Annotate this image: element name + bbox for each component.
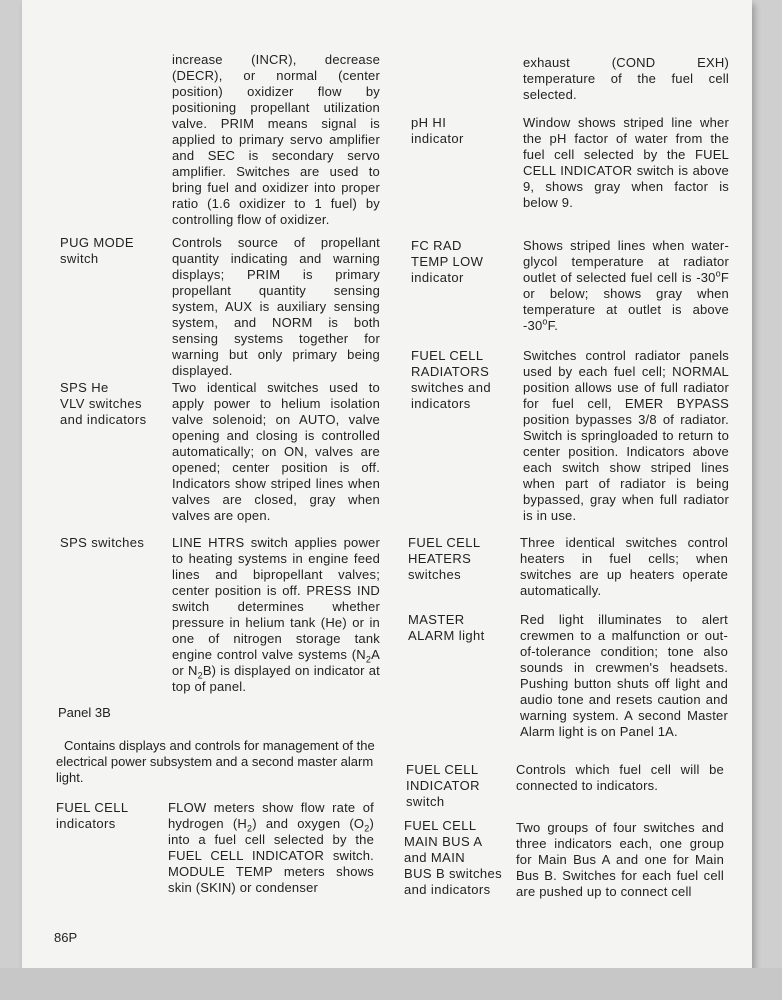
panel-intro: Contains displays and controls for management of the electrical power subsystem and a second master alarm light. — [56, 738, 375, 785]
term-fuel-cell-heaters: FUEL CELL HEATERS switches — [408, 535, 481, 582]
right-continued-description: exhaust (COND EXH) temperature of the fuel cell selected. — [523, 55, 729, 102]
desc-ph-hi-indicator: Window shows striped line wher the pH factor of water from the fuel cell selected by the FUEL CELL INDICATOR switch is above 9, shows gray when factor is below 9. — [523, 115, 729, 210]
desc-fuel-cell-indicators: FLOW meters show flow rate of hydrogen $(H_2)$ and oxygen $(O_2)$ into a fuel cell selected by the FUEL CELL INDICATOR switch. MODULE TEMP meters shows skin (SKIN) or condenser — [168, 800, 374, 895]
page-number: 86P — [54, 930, 78, 945]
document-page — [22, 0, 752, 968]
term-ph-hi-indicator: pH HI indicator — [411, 115, 464, 146]
desc-fuel-cell-main-bus: Two groups of four switches and three indicators each, one group for Main Bus A and one for Main Bus B. Switches for each fuel cell are pushed up to connect cell — [516, 820, 724, 899]
term-sps-he-vlv: SPS He VLV switches and indicators — [60, 380, 147, 427]
panel-heading: Panel 3B — [58, 705, 111, 720]
desc-fuel-cell-radiators: Switches control radiator panels used by each fuel cell; NORMAL position allows use of full radiator for fuel cell, EMER BYPASS position bypasses 3/8 of radiator. Switch is springloaded to return to center position. Indicators above each switch show striped lines when part of radiator is being bypassed, gray when full radiator is in use. — [523, 348, 729, 523]
term-master-alarm-light: MASTER ALARM light — [408, 612, 485, 643]
term-fuel-cell-indicator-switch: FUEL CELL INDICATOR switch — [406, 762, 480, 809]
term-fc-rad-temp-low: FC RAD TEMP LOW indicator — [411, 238, 484, 285]
term-pug-mode-switch: PUG MODE switch — [60, 235, 134, 266]
desc-fc-rad-temp-low: Shows striped lines when water-glycol temperature at radiator outlet of selected fuel cell is -30$^o$F or below; shows gray when temperature at outlet is above -30$^o$F. — [523, 238, 729, 333]
term-fuel-cell-radiators: FUEL CELL RADIATORS switches and indicators — [411, 348, 491, 411]
desc-fuel-cell-indicator-switch: Controls which fuel cell will be connected to indicators. — [516, 762, 724, 793]
left-continued-description: increase (INCR), decrease (DECR), or normal (center position) oxidizer flow by positioning propellant utilization valve. PRIM means signal is applied to primary servo amplifier and SEC is secondary servo amplifier. Switches are used to bring fuel and oxidizer into proper ratio (1.6 oxidizer to 1 fuel) by controlling flow of oxidizer. — [172, 52, 380, 227]
desc-sps-switches: LINE HTRS switch applies power to heating systems in engine feed lines and bipropellant valves; center position is off. PRESS IND switch determines whether pressure in helium tank (He) or in one of nitrogen storage tank engine control valve systems ($N_2A$ or $N_2B$) is displayed on indicator at top of panel. — [172, 535, 380, 694]
term-fuel-cell-main-bus: FUEL CELL MAIN BUS A and MAIN BUS B switches and indicators — [404, 818, 503, 897]
scan-background — [0, 968, 782, 1000]
term-sps-switches: SPS switches — [60, 535, 145, 550]
desc-master-alarm-light: Red light illuminates to alert crewmen to a malfunction or out-of-tolerance condition; tone also sounds in crewmen's headsets. Pushing button shuts off light and audio tone and resets caution and warning system. A second Master Alarm light is on Panel 1A. — [520, 612, 728, 739]
term-fuel-cell-indicators: FUEL CELL indicators — [56, 800, 129, 831]
desc-pug-mode-switch: Controls source of propellant quantity indicating and warning displays; PRIM is primary propellant quantity sensing system, AUX is auxiliary sensing system, and NORM is both sensing systems together for warning but only primary being displayed. — [172, 235, 380, 378]
desc-sps-he-vlv: Two identical switches used to apply power to helium isolation valve solenoid; on AUTO, valve opening and closing is controlled automatically; on ON, valves are opened; center position is off. Indicators show striped lines when valves are closed, gray when valves are open. — [172, 380, 380, 523]
desc-fuel-cell-heaters: Three identical switches control heaters in fuel cells; when switches are up heaters operate automatically. — [520, 535, 728, 598]
